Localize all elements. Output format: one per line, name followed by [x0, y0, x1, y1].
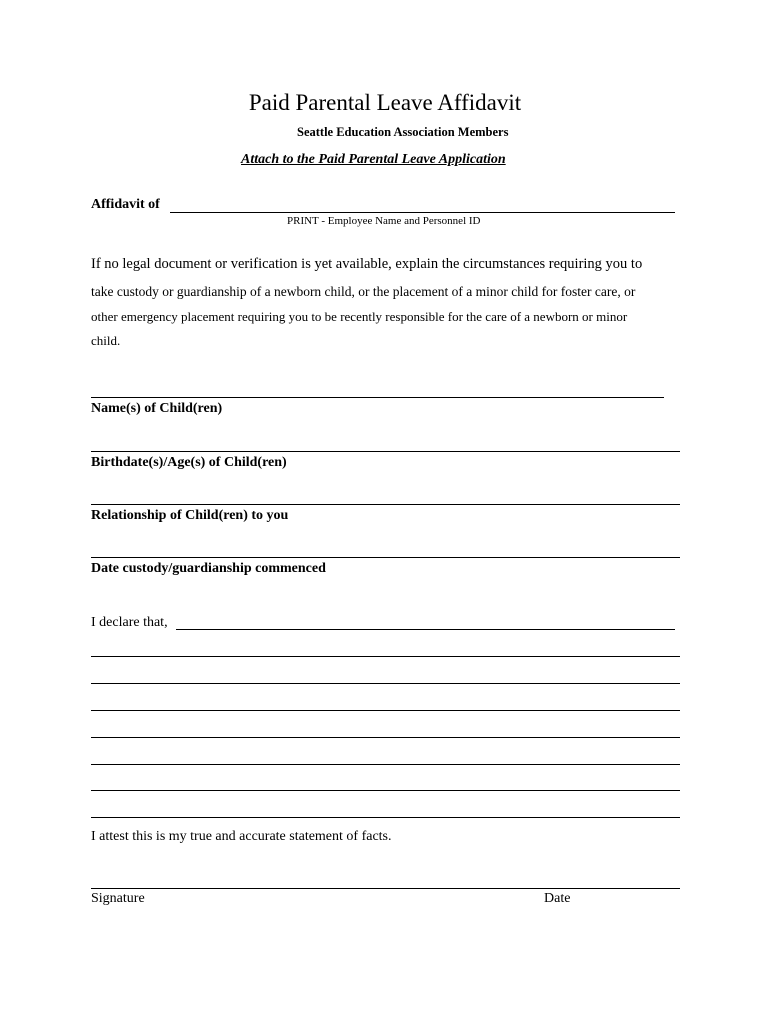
date-custody-line[interactable] [91, 557, 680, 558]
instruction-line-4: child. [91, 333, 121, 348]
names-label: Name(s) of Child(ren) [91, 401, 223, 416]
signature-line[interactable] [91, 888, 680, 889]
instruction-line-3: other emergency placement requiring you to be recently responsible for the care of a newborn or minor [91, 309, 628, 324]
declare-line-6[interactable] [91, 764, 680, 765]
page-title: Paid Parental Leave Affidavit [248, 90, 522, 115]
declare-line-8[interactable] [91, 817, 680, 818]
date-custody-label: Date custody/guardianship commenced [91, 561, 326, 576]
instruction-line-2: take custody or guardianship of a newborn child, or the placement of a minor child for foster care, or [91, 284, 636, 299]
affidavit-name-line[interactable] [170, 212, 675, 213]
instruction-line-1: If no legal document or verification is yet available, explain the circumstances requiring you to [91, 256, 643, 272]
names-line[interactable] [91, 397, 664, 398]
declare-label: I declare that, [91, 615, 168, 630]
declare-line-4[interactable] [91, 710, 680, 711]
relationship-label: Relationship of Child(ren) to you [91, 508, 289, 523]
attest-statement: I attest this is my true and accurate statement of facts. [91, 829, 392, 844]
declare-line-3[interactable] [91, 683, 680, 684]
relationship-line[interactable] [91, 504, 680, 505]
declare-line-5[interactable] [91, 737, 680, 738]
affidavit-caption: PRINT - Employee Name and Personnel ID [287, 215, 481, 227]
birthdates-label: Birthdate(s)/Age(s) of Child(ren) [91, 455, 287, 470]
signature-label: Signature [91, 891, 145, 906]
affidavit-label: Affidavit of [91, 197, 160, 212]
declare-line-1[interactable] [176, 629, 675, 630]
birthdates-line[interactable] [91, 451, 680, 452]
attach-instruction: Attach to the Paid Parental Leave Application [241, 152, 506, 167]
page-subtitle: Seattle Education Association Members [297, 125, 509, 139]
declare-line-2[interactable] [91, 656, 680, 657]
date-label: Date [544, 891, 571, 906]
declare-line-7[interactable] [91, 790, 680, 791]
